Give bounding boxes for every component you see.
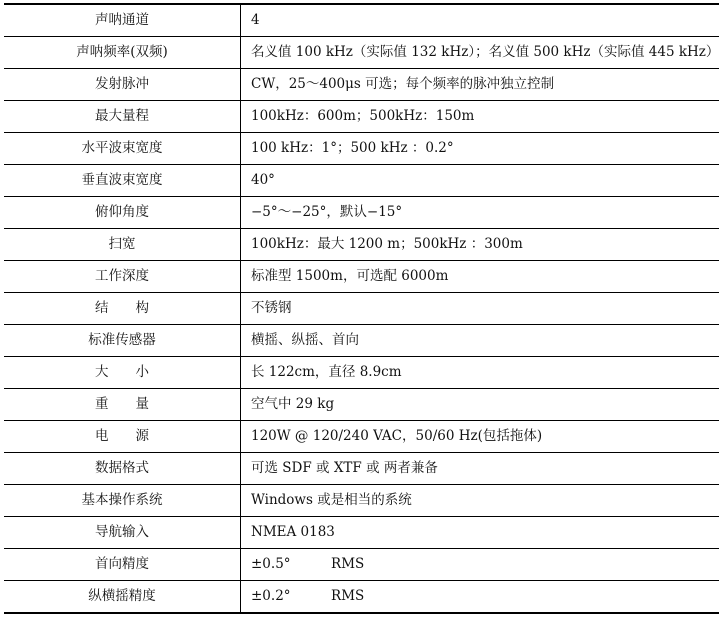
param-value: CW，25～400μs 可选；每个频率的脉冲独立控制: [241, 69, 720, 101]
table-row: [4, 357, 719, 389]
param-value: 120W @ 120/240 VAC，50/60 Hz(包括拖体): [241, 421, 720, 453]
param-value: 100kHz：600m；500kHz：150m: [241, 101, 720, 133]
param-value: 100kHz：最大 1200 m；500kHz ：300m: [241, 229, 720, 261]
param-name: 垂直波束宽度: [4, 165, 241, 197]
table-row: [4, 229, 719, 261]
param-name: 导航输入: [4, 517, 241, 549]
table-row: [4, 421, 719, 453]
param-name: 数据格式: [4, 453, 241, 485]
param-value: 标准型 1500m，可选配 6000m: [241, 261, 720, 293]
param-name: 纵横摇精度: [4, 581, 241, 614]
param-name: 工作深度: [4, 261, 241, 293]
table-row: [4, 197, 719, 229]
param-name: 电 源: [4, 421, 241, 453]
param-value: 100 kHz：1°；500 kHz ：0.2°: [241, 133, 720, 165]
param-value: Windows 或是相当的系统: [241, 485, 720, 517]
param-value: 横摇、纵摇、首向: [241, 325, 720, 357]
param-value: 4: [241, 4, 720, 37]
table-row: [4, 389, 719, 421]
param-name: 首向精度: [4, 549, 241, 581]
param-name: 大 小: [4, 357, 241, 389]
table-row: [4, 485, 719, 517]
param-value: 可选 SDF 或 XTF 或 两者兼备: [241, 453, 720, 485]
table-row: [4, 293, 719, 325]
param-value: ±0.5° RMS: [241, 549, 720, 581]
param-value: 40°: [241, 165, 720, 197]
param-name: 声呐频率(双频): [4, 37, 241, 69]
table-row: [4, 165, 719, 197]
param-name: 标准传感器: [4, 325, 241, 357]
param-name: 发射脉冲: [4, 69, 241, 101]
param-name: 俯仰角度: [4, 197, 241, 229]
table-row: [4, 133, 719, 165]
param-name: 基本操作系统: [4, 485, 241, 517]
param-name: 声呐通道: [4, 4, 241, 37]
param-name: 结 构: [4, 293, 241, 325]
table-row: [4, 517, 719, 549]
spec-table-body: [4, 4, 719, 613]
param-value: NMEA 0183: [241, 517, 720, 549]
table-row: [4, 37, 719, 69]
table-row: [4, 261, 719, 293]
param-name: 最大量程: [4, 101, 241, 133]
param-value: 空气中 29 kg: [241, 389, 720, 421]
param-value: 名义值 100 kHz（实际值 132 kHz）；名义值 500 kHz（实际值 445 kHz）: [241, 37, 720, 69]
param-value: −5°～−25°，默认−15°: [241, 197, 720, 229]
param-value: 不锈钢: [241, 293, 720, 325]
table-row: [4, 581, 719, 614]
spec-table: [4, 3, 719, 614]
param-name: 水平波束宽度: [4, 133, 241, 165]
table-row: [4, 4, 719, 37]
param-value: ±0.2° RMS: [241, 581, 720, 614]
param-name: 重 量: [4, 389, 241, 421]
table-row: [4, 325, 719, 357]
table-row: [4, 549, 719, 581]
param-value: 长 122cm，直径 8.9cm: [241, 357, 720, 389]
param-name: 扫宽: [4, 229, 241, 261]
table-row: [4, 101, 719, 133]
table-row: [4, 453, 719, 485]
table-row: [4, 69, 719, 101]
